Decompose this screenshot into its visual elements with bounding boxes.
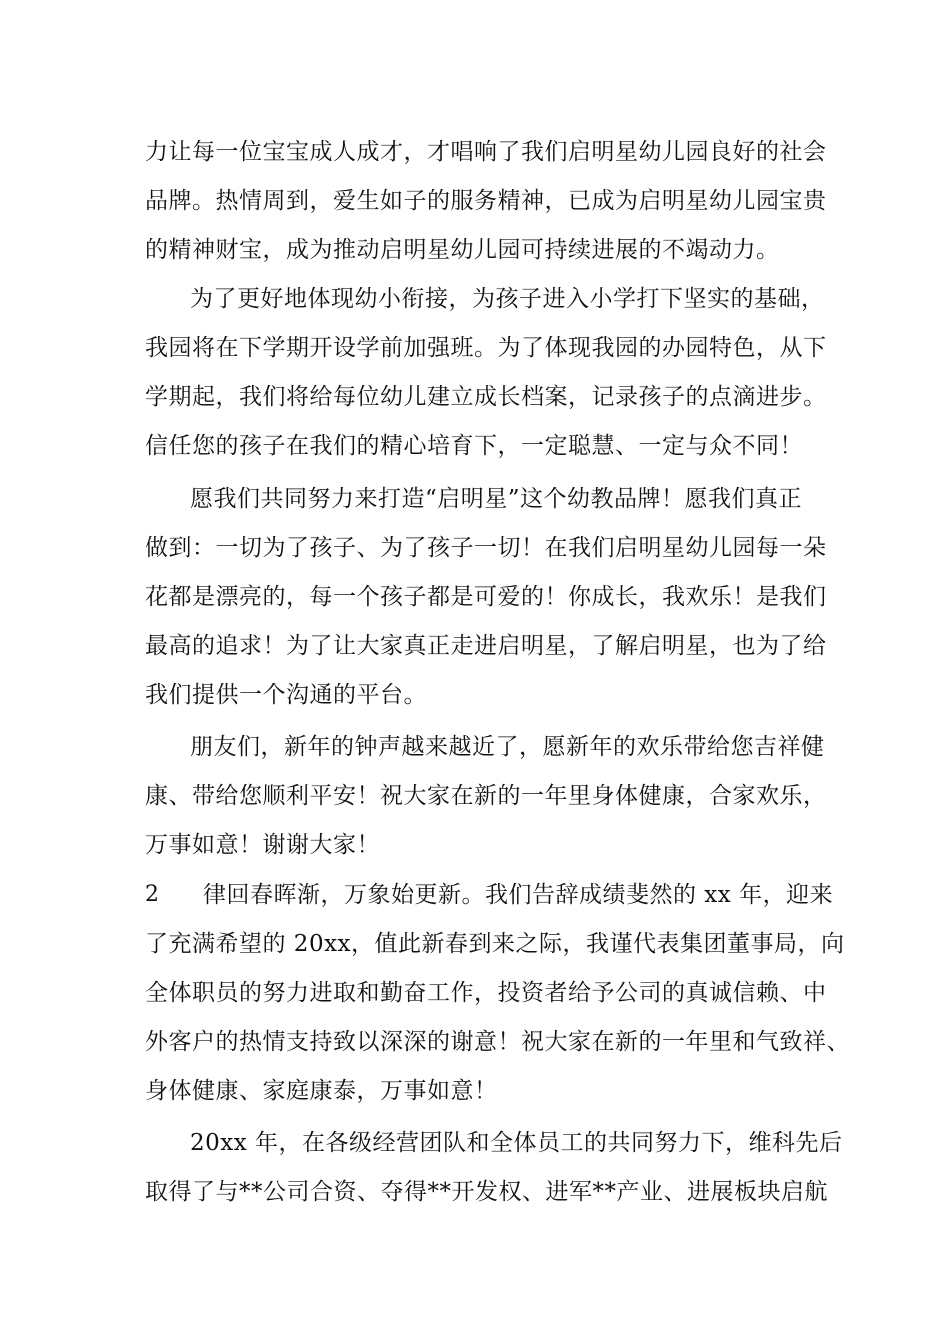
text-line: 力让每一位宝宝成人成才，才唱响了我们启明星幼儿园良好的社会 bbox=[145, 139, 827, 165]
paragraph-first-line: 朋友们，新年的钟声越来越近了，愿新年的欢乐带给您吉祥健 bbox=[190, 734, 825, 760]
text-line: 取得了与**公司合资、夺得**开发权、进军**产业、进展板块启航 bbox=[145, 1179, 828, 1205]
text-line: 做到：一切为了孩子、为了孩子一切！在我们启明星幼儿园每一朵 bbox=[145, 535, 827, 561]
text-line: 学期起，我们将给每位幼儿建立成长档案，记录孩子的点滴进步。 bbox=[145, 384, 827, 410]
text-line: 了充满希望的 20xx，值此新春到来之际，我谨代表集团董事局，向 bbox=[145, 931, 845, 957]
paragraph-first-line: 愿我们共同努力来打造“启明星”这个幼教品牌！愿我们真正 bbox=[190, 486, 803, 512]
text-line: 花都是漂亮的，每一个孩子都是可爱的！你成长，我欢乐！是我们 bbox=[145, 584, 827, 610]
paragraph-first-line: 为了更好地体现幼小衔接，为孩子进入小学打下坚实的基础， bbox=[190, 286, 825, 312]
text-line: 我们提供一个沟通的平台。 bbox=[145, 682, 427, 708]
text-line: 信任您的孩子在我们的精心培育下，一定聪慧、一定与众不同！ bbox=[145, 433, 803, 459]
text-line: 万事如意！谢谢大家！ bbox=[145, 832, 380, 858]
text-line: 的精神财宝，成为推动启明星幼儿园可持续进展的不竭动力。 bbox=[145, 237, 780, 263]
section-number: 2 bbox=[145, 882, 159, 907]
text-line: 品牌。热情周到，爱生如子的服务精神，已成为启明星幼儿园宝贵 bbox=[145, 188, 827, 214]
text-line: 康、带给您顺利平安！祝大家在新的一年里身体健康，合家欢乐， bbox=[145, 783, 827, 809]
text-line: 最高的追求！为了让大家真正走进启明星，了解启明星，也为了给 bbox=[145, 633, 827, 659]
paragraph-first-line: 20xx 年，在各级经营团队和全体员工的共同努力下，维科先后 bbox=[190, 1130, 843, 1156]
text-line: 身体健康、家庭康泰，万事如意！ bbox=[145, 1078, 498, 1104]
text-line: 外客户的热情支持致以深深的谢意！祝大家在新的一年里和气致祥、 bbox=[145, 1029, 850, 1055]
paragraph-first-line: 律回春晖渐，万象始更新。我们告辞成绩斐然的 xx 年，迎来 bbox=[203, 882, 834, 908]
text-line: 全体职员的努力进取和勤奋工作，投资者给予公司的真诚信赖、中 bbox=[145, 980, 827, 1006]
text-line: 我园将在下学期开设学前加强班。为了体现我园的办园特色，从下 bbox=[145, 335, 827, 361]
